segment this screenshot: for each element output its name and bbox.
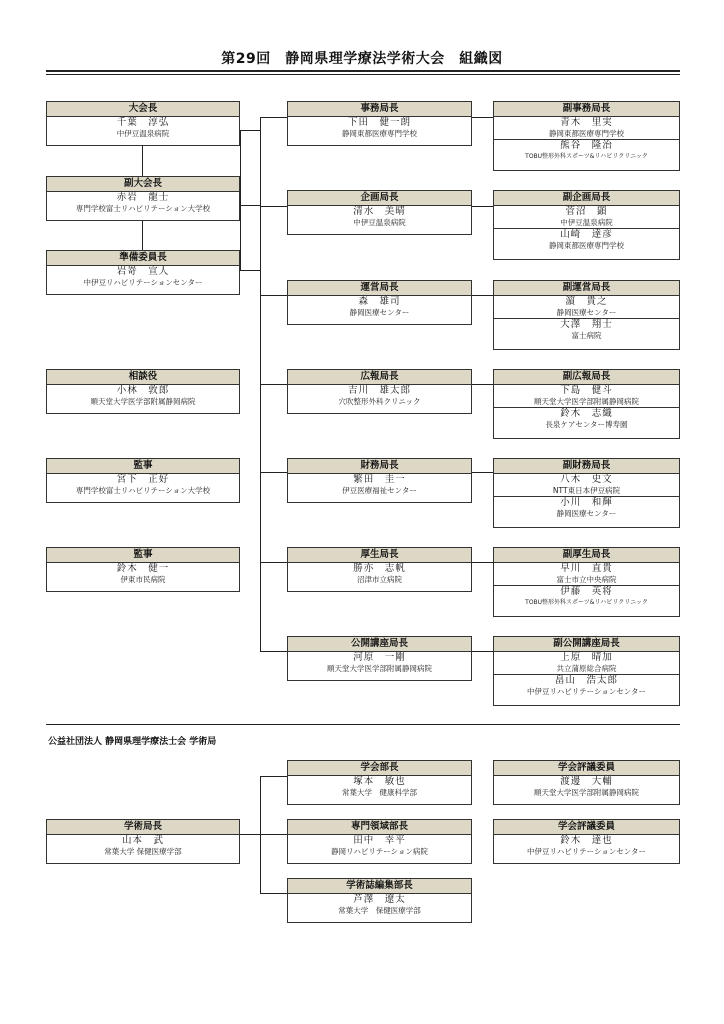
box-header: 運営局長 xyxy=(288,281,471,296)
person-name: 繁田 圭一 xyxy=(353,474,406,485)
person-affiliation: 静岡東都医療専門学校 xyxy=(342,129,417,138)
person-name: 清水 美晴 xyxy=(353,206,406,217)
box-header: 財務局長 xyxy=(288,459,471,474)
box-hyogi-2 xyxy=(493,819,680,864)
person-name: 菅沼 顕 xyxy=(565,206,608,217)
person-affiliation: 中伊豆温泉病院 xyxy=(353,218,406,227)
person-affiliation: 伊豆医療福祉センター xyxy=(342,486,417,495)
person-affiliation: NTT東日本伊豆病院 xyxy=(552,486,621,495)
box-taikaicho xyxy=(46,101,240,146)
box-hyogi-1 xyxy=(493,760,680,805)
person-affiliation: 専門学校富士リハビリテーション大学校 xyxy=(75,486,211,495)
connector-left-stub xyxy=(240,270,260,271)
box-fukuunei xyxy=(493,280,680,350)
page-title: 第29回 静岡県理学療法学術大会 組織図 xyxy=(221,51,503,67)
connector-deputy xyxy=(472,117,493,118)
person-affiliation: 常葉大学 保健医療学部 xyxy=(338,906,421,915)
box-sodan xyxy=(46,369,240,414)
person-name: 森 雄司 xyxy=(358,296,401,307)
box-header: 副厚生局長 xyxy=(494,548,679,563)
box-zaimu xyxy=(287,458,472,503)
box-header: 副事務局長 xyxy=(494,102,679,117)
person-affiliation: 中伊豆リハビリテーションセンター xyxy=(526,687,647,696)
person-name: 鈴木 健一 xyxy=(116,563,170,574)
section-label: 公益社団法人 静岡県理学療法士会 学術局 xyxy=(48,737,217,747)
connector-deputy xyxy=(472,562,493,563)
box-header: 相談役 xyxy=(47,370,239,385)
person-name: 田中 幸平 xyxy=(353,835,406,846)
person-name: 山本 武 xyxy=(121,835,164,846)
person-affiliation: 長泉ケアセンター博寿園 xyxy=(545,420,628,429)
box-header: 厚生局長 xyxy=(288,548,471,563)
box-kosei xyxy=(287,547,472,592)
person-affiliation: 静岡医療センター xyxy=(556,509,617,518)
person-affiliation: 中伊豆リハビリテーションセンター xyxy=(526,847,647,856)
box-header: 企画局長 xyxy=(288,191,471,206)
person-affiliation: 順天堂大学医学部附属静岡病院 xyxy=(90,397,196,406)
connector-left-trunk xyxy=(142,146,143,176)
connector-branch xyxy=(260,472,287,473)
person-affiliation: 専門学校富士リハビリテーション大学校 xyxy=(75,204,211,213)
person-affiliation: 順天堂大学医学部附属静岡病院 xyxy=(534,397,639,406)
box-gakujutsu xyxy=(46,819,240,864)
connector-branch xyxy=(260,776,287,777)
person-name: 小川 和輝 xyxy=(560,497,613,508)
person-name: 渡邊 大輔 xyxy=(560,776,613,787)
section-separator xyxy=(46,724,680,725)
box-header: 監事 xyxy=(47,548,239,563)
connector-branch xyxy=(260,384,287,385)
connector-branch xyxy=(260,206,287,207)
person-name: 鈴木 達也 xyxy=(560,835,613,846)
box-koho xyxy=(287,369,472,414)
person-affiliation: 中伊豆温泉病院 xyxy=(560,218,613,227)
person-name: 赤岩 龍士 xyxy=(116,192,170,203)
person-name: 伊藤 英将 xyxy=(560,586,613,597)
person-affiliation: 静岡リハビリテーション病院 xyxy=(331,847,428,856)
person-affiliation: TOBU整形外科スポーツ&リハビリクリニック xyxy=(525,153,648,160)
person-affiliation: 静岡医療センター xyxy=(556,308,617,317)
person-affiliation: 富士病院 xyxy=(571,331,602,340)
person-name: 上原 晴加 xyxy=(560,652,613,663)
connector-left-stub xyxy=(240,205,260,206)
box-header: 大会長 xyxy=(47,102,239,117)
box-junbi xyxy=(46,250,240,295)
box-senmon xyxy=(287,819,472,864)
box-header: 準備委員長 xyxy=(47,251,239,266)
box-header: 副公開講座局長 xyxy=(494,637,679,652)
connector-branch xyxy=(260,651,287,652)
box-fukutaikaicho xyxy=(46,176,240,221)
person-affiliation: TOBU整形外科スポーツ&リハビリクリニック xyxy=(525,599,648,606)
person-affiliation: 中伊豆リハビリテーションセンター xyxy=(83,278,203,287)
box-header: 専門領域部長 xyxy=(288,820,471,835)
box-header: 監事 xyxy=(47,459,239,474)
person-name: 勝亦 志帆 xyxy=(353,563,406,574)
box-fukukikaku xyxy=(493,190,680,260)
person-affiliation: 沼津市立病院 xyxy=(357,575,402,584)
connector-branch xyxy=(260,117,287,118)
person-affiliation: 順天堂大学医学部附属静岡病院 xyxy=(327,664,432,673)
box-kokai xyxy=(287,636,472,681)
connector-deputy xyxy=(472,295,493,296)
person-name: 岩嵜 宣人 xyxy=(116,266,170,277)
person-name: 青木 里実 xyxy=(560,117,613,128)
title-rule-thin xyxy=(46,74,680,75)
box-fukukosei xyxy=(493,547,680,617)
box-header: 副企画局長 xyxy=(494,191,679,206)
box-header: 副財務局長 xyxy=(494,459,679,474)
box-fukukoho xyxy=(493,369,680,439)
connector-deputy xyxy=(472,472,493,473)
box-kikaku xyxy=(287,190,472,235)
person-name: 宮下 正好 xyxy=(116,474,170,485)
person-name: 芦澤 遼太 xyxy=(353,894,406,905)
person-name: 塚本 敏也 xyxy=(353,776,406,787)
box-unei xyxy=(287,280,472,325)
person-name: 吉川 雄太郎 xyxy=(347,385,411,396)
person-name: 大澤 翔士 xyxy=(560,319,613,330)
person-name: 鈴木 志織 xyxy=(560,408,613,419)
person-affiliation: 静岡医療センター xyxy=(349,308,410,317)
connector-deputy xyxy=(472,651,493,652)
box-jimu xyxy=(287,101,472,146)
person-affiliation: 常葉大学 保健医療学部 xyxy=(104,847,182,856)
connector-deputy xyxy=(472,206,493,207)
title-rule xyxy=(46,70,680,72)
person-affiliation: 穴吹整形外科クリニック xyxy=(338,397,421,406)
box-header: 学術局長 xyxy=(47,820,239,835)
person-name: 畠山 浩太郎 xyxy=(554,675,618,686)
box-header: 学術誌編集部長 xyxy=(288,879,471,894)
box-header: 副大会長 xyxy=(47,177,239,192)
box-kanji-1 xyxy=(46,458,240,503)
connector-deputy xyxy=(472,384,493,385)
box-header: 事務局長 xyxy=(288,102,471,117)
connector-left-trunk xyxy=(142,220,143,250)
person-name: 下田 健一朗 xyxy=(347,117,411,128)
person-name: 濵 貴之 xyxy=(565,296,608,307)
box-fukujimu xyxy=(493,101,680,171)
connector-gakujutsu-stub xyxy=(240,834,260,835)
connector-left-spine xyxy=(240,130,241,270)
box-gakkai xyxy=(287,760,472,805)
box-header: 副運営局長 xyxy=(494,281,679,296)
person-affiliation: 静岡東都医療専門学校 xyxy=(549,129,624,138)
person-affiliation: 中伊豆温泉病院 xyxy=(116,129,170,138)
connector-branch xyxy=(260,562,287,563)
connector-branch xyxy=(260,893,287,894)
person-affiliation: 常葉大学 健康科学部 xyxy=(342,788,417,797)
connector-branch xyxy=(260,834,287,835)
person-name: 河原 一剛 xyxy=(353,652,406,663)
box-header: 学会評議委員 xyxy=(494,820,679,835)
box-header: 広報局長 xyxy=(288,370,471,385)
person-name: 八木 史文 xyxy=(560,474,613,485)
person-name: 山崎 達彦 xyxy=(560,229,613,240)
person-affiliation: 伊東市民病院 xyxy=(120,575,166,584)
box-header: 副広報局長 xyxy=(494,370,679,385)
box-henshu xyxy=(287,878,472,923)
box-header: 学会評議委員 xyxy=(494,761,679,776)
box-header: 公開講座局長 xyxy=(288,637,471,652)
connector-left-stub xyxy=(240,130,260,131)
box-kanji-2 xyxy=(46,547,240,592)
person-name: 早川 直貴 xyxy=(560,563,613,574)
person-affiliation: 静岡東都医療専門学校 xyxy=(549,241,624,250)
person-affiliation: 共立蒲原総合病院 xyxy=(556,664,617,673)
connector-branch xyxy=(260,295,287,296)
box-fukuzaimu xyxy=(493,458,680,528)
person-name: 千葉 淳弘 xyxy=(116,117,170,128)
person-affiliation: 順天堂大学医学部附属静岡病院 xyxy=(534,788,639,797)
person-name: 下島 健斗 xyxy=(560,385,613,396)
person-affiliation: 富士市立中央病院 xyxy=(556,575,617,584)
person-name: 小林 敦郎 xyxy=(116,385,170,396)
person-name: 熊谷 隆治 xyxy=(560,140,613,151)
box-fukukokai xyxy=(493,636,680,706)
box-header: 学会部長 xyxy=(288,761,471,776)
